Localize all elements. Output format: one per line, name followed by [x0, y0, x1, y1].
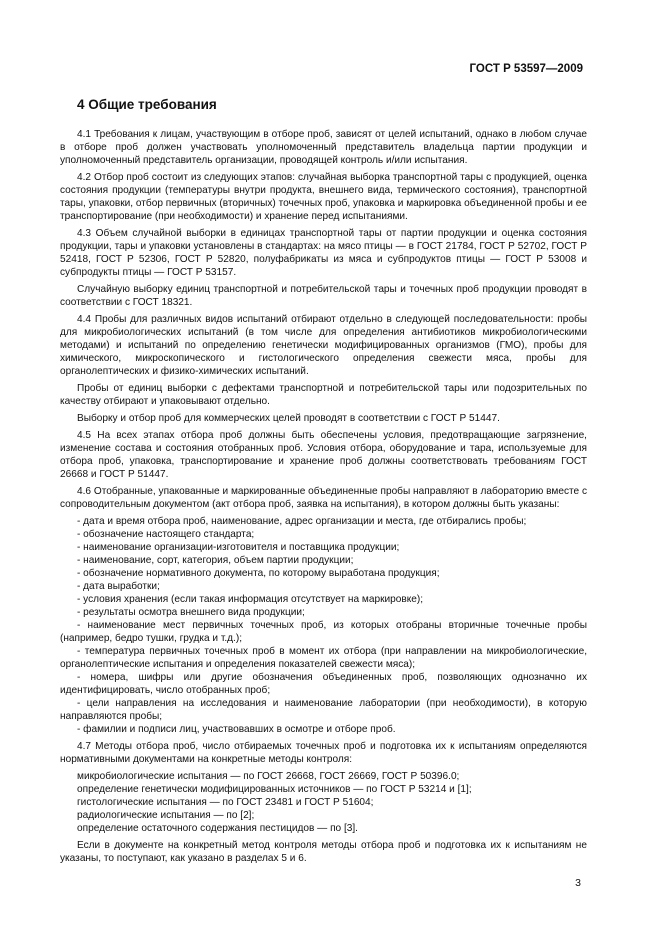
paragraph-4-6: 4.6 Отобранные, упакованные и маркированные объединенные пробы направляют в лабораторию вместе с сопроводительным документом (акт отбора проб, заявка на испытания), в котором должны быть указаны: [60, 486, 587, 510]
list-item: определение остаточного содержания пестицидов — по [3]. [77, 823, 358, 834]
list-item: определение генетически модифицированных источников — по ГОСТ Р 53214 и [1]; [77, 784, 472, 795]
list-item: - результаты осмотра внешнего вида продукции; [77, 607, 305, 618]
document-body [60, 128, 587, 869]
list-item: гистологические испытания — по ГОСТ 23481 и ГОСТ Р 51604; [77, 797, 374, 808]
paragraph-4-4-commercial: Выборку и отбор проб для коммерческих целей проводят в соответствии с ГОСТ Р 51447. [77, 413, 500, 424]
list-item: - обозначение настоящего стандарта; [77, 529, 255, 540]
list-item: - дата и время отбора проб, наименование, адрес организации и места, где отбирались пробы; [77, 516, 527, 527]
section-title: 4 Общие требования [77, 97, 217, 112]
paragraph-4-2: 4.2 Отбор проб состоит из следующих этапов: случайная выборка транспортной тары с продукцией, оценка состояния продукции (температуры внутри продукта, внешнего вида, термического состояния), транспортной тары, упаковки, отбор первичных (вторичных) точечных проб, упаковка и маркировка объединенной пробы и ее транспортирование (при необходимости) и хранение перед испытаниями. [60, 172, 587, 222]
list-item: - фамилии и подписи лиц, участвовавших в осмотре и отборе проб. [77, 724, 396, 735]
list-4-7 [60, 770, 587, 835]
list-item: - температура первичных точечных проб в момент их отбора (при направлении на микробиологические, органолептические испытания и определения показателей свежести мяса); [60, 646, 587, 670]
list-item: - наименование мест первичных точечных проб, из которых отобраны вторичные точечные пробы (например, бедро тушки, грудка и т.д.); [60, 620, 587, 644]
paragraph-4-4: 4.4 Пробы для различных видов испытаний отбирают отдельно в следующей последовательности: пробы для микробиологических испытаний (в том числе для определения антибиотиков микробиологическими методами) и испытаний по определению генетически модифицированных организмов (ГМО), пробы для химического, микроскопического и гистологического определения свежести мяса, пробы для органолептических и физико-химических испытаний. [60, 314, 587, 377]
list-item: - дата выработки; [77, 581, 160, 592]
list-item: микробиологические испытания — по ГОСТ 26668, ГОСТ 26669, ГОСТ Р 50396.0; [77, 771, 460, 782]
list-item: - наименование организации-изготовителя и поставщика продукции; [77, 542, 400, 553]
list-item: - наименование, сорт, категория, объем партии продукции; [77, 555, 354, 566]
paragraph-4-4-defects: Пробы от единиц выборки с дефектами транспортной и потребительской тары или подозрительных по качеству отбирают и упаковывают отдельно. [60, 383, 587, 407]
paragraph-4-7: 4.7 Методы отбора проб, число отбираемых точечных проб и подготовка их к испытаниям определяются нормативными документами на конкретные методы контроля: [60, 741, 587, 765]
paragraph-4-1: 4.1 Требования к лицам, участвующим в отборе проб, зависят от целей испытаний, однако в любом случае в отборе проб должен участвовать уполномоченный представитель владельца партии продукции и уполномоченный представитель организации, проводящей контроль и/или испытания. [60, 129, 587, 166]
page-number: 3 [575, 877, 581, 889]
list-item: радиологические испытания — по [2]; [77, 810, 255, 821]
standard-header: ГОСТ Р 53597—2009 [469, 63, 583, 75]
list-4-6 [60, 515, 587, 736]
list-item: - условия хранения (если такая информация отсутствует на маркировке); [77, 594, 424, 605]
paragraph-4-3-random-sample: Случайную выборку единиц транспортной и потребительской тары и точечных проб продукции проводят в соответствии с ГОСТ 18321. [60, 284, 587, 308]
list-item: - обозначение нормативного документа, по которому выработана продукция; [77, 568, 440, 579]
paragraph-4-3: 4.3 Объем случайной выборки в единицах транспортной тары от партии продукции и оценка состояния продукции, тары и упаковки установлены в стандартах: на мясо птицы — в ГОСТ 21784, ГОСТ Р 52702, ГОСТ Р 52418, ГОСТ Р 52306, ГОСТ Р 52820, полуфабрикаты из мяса и субпродуктов птицы — ГОСТ Р 53008 и субпродукты птицы — ГОСТ Р 53157. [60, 228, 587, 278]
list-item: - номера, шифры или другие обозначения объединенных проб, позволяющих однозначно их идентифицировать, число отобранных проб; [60, 672, 587, 696]
list-item: - цели направления на исследования и наименование лаборатории (при необходимости), в которую направляются пробы; [60, 698, 587, 722]
paragraph-4-5: 4.5 На всех этапах отбора проб должны быть обеспечены условия, предотвращающие загрязнение, изменение состава и состояния отобранных проб. Условия отбора, оборудование и тара, используемые для отбора проб, упаковка, транспортирование и хранение проб должны соответствовать требованиям ГОСТ 26668 и ГОСТ Р 51447. [60, 430, 587, 480]
paragraph-4-7-fallback: Если в документе на конкретный метод контроля методы отбора проб и подготовка их к испытаниям не указаны, то поступают, как указано в разделах 5 и 6. [60, 840, 587, 864]
